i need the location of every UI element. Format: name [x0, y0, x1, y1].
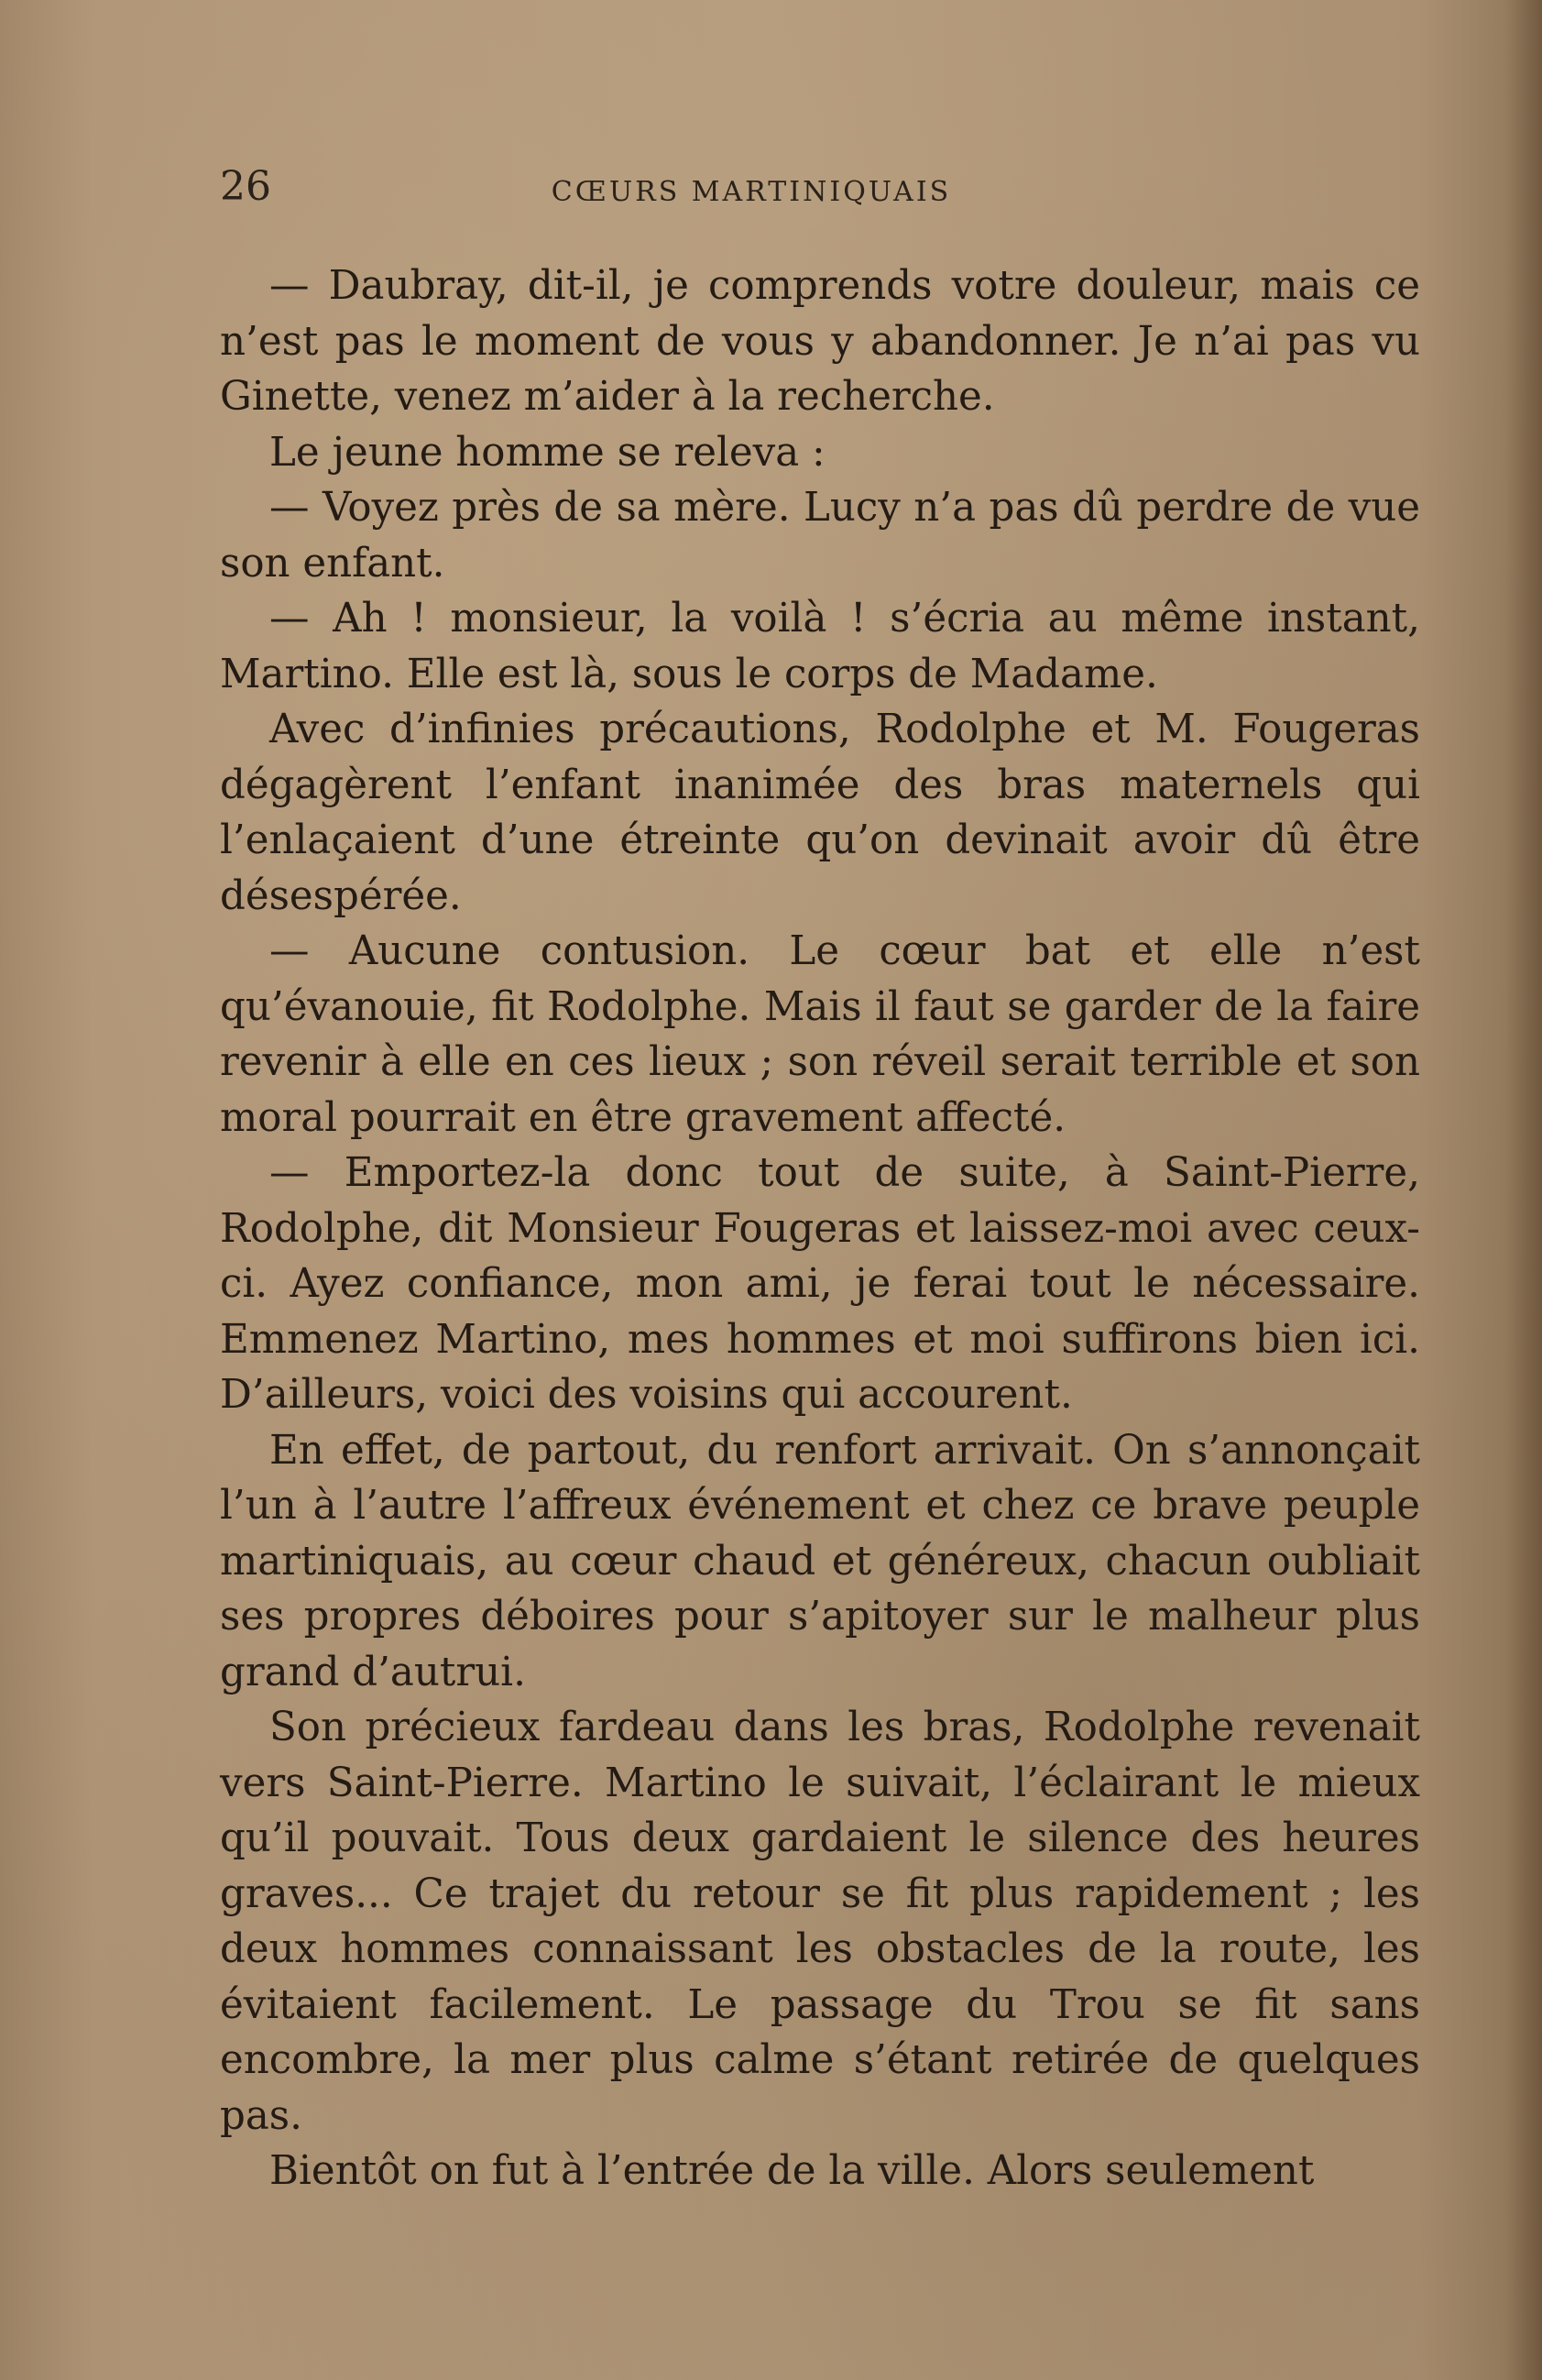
page-header: [220, 163, 1420, 218]
paragraph: Son précieux fardeau dans les bras, Rodolphe revenait vers Saint-Pierre. Martino le suivait, l’éclairant le mieux qu’il pouvait. Tous deux gardaient le silence des heures graves... Ce trajet du retour se fit plus rapidement ; les deux hommes connaissant les obstacles de la route, les évitaient facilement. Le passage du Trou se fit sans encombre, la mer plus calme s’étant retirée de quelques pas.: [220, 1705, 1420, 2139]
paragraph: — Aucune contusion. Le cœur bat et elle n’est qu’évanouie, fit Rodolphe. Mais il faut se garder de la faire revenir à elle en ces lieux ; son réveil serait terrible et son moral pourrait en être gravement affecté.: [220, 928, 1420, 1141]
paragraph: — Voyez près de sa mère. Lucy n’a pas dû perdre de vue son enfant.: [220, 485, 1420, 587]
running-title: CŒURS MARTINIQUAIS: [551, 176, 952, 208]
body-text: [220, 258, 1420, 2199]
paragraph: Avec d’infinies précautions, Rodolphe et M. Fougeras dégagèrent l’enfant inanimée des bras maternels qui l’enlaçaient d’une étreinte qu’on devinait avoir dû être désespérée.: [220, 707, 1420, 919]
paragraph: En effet, de partout, du renfort arrivait. On s’annonçait l’un à l’autre l’affreux événement et chez ce brave peuple martiniquais, au cœur chaud et généreux, chacun oubliait ses propres déboires pour s’apitoyer sur le malheur plus grand d’autrui.: [220, 1427, 1420, 1695]
paragraph: — Daubray, dit-il, je comprends votre douleur, mais ce n’est pas le moment de vous y abandonner. Je n’ai pas vu Ginette, venez m’aider à la recherche.: [220, 263, 1420, 420]
paragraph: Le jeune homme se releva :: [269, 429, 826, 476]
paragraph: — Ah ! monsieur, la voilà ! s’écria au même instant, Martino. Elle est là, sous le corps de Madame.: [220, 596, 1420, 697]
paragraph: Bientôt on fut à l’entrée de la ville. Alors seulement: [269, 2148, 1315, 2194]
page-number: 26: [220, 163, 271, 210]
paragraph: — Emportez-la donc tout de suite, à Saint-Pierre, Rodolphe, dit Monsieur Fougeras et laissez-moi avec ceux-ci. Ayez confiance, mon ami, je ferai tout le nécessaire. Emmenez Martino, mes hommes et moi suffirons bien ici. D’ailleurs, voici des voisins qui accourent.: [220, 1150, 1420, 1418]
